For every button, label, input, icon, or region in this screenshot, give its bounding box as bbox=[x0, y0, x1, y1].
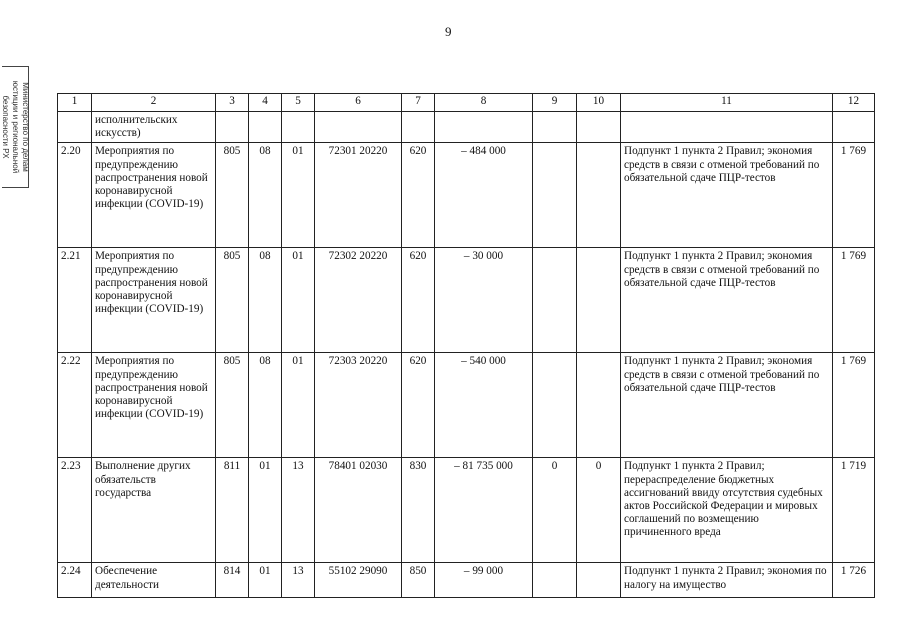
col-header-2: 2 bbox=[92, 94, 216, 112]
row-c11: Подпункт 1 пункта 2 Правил; экономия средств в связи с отменой требований по обязательной сдаче ПЦР-тестов bbox=[621, 248, 833, 353]
row-c10 bbox=[577, 353, 621, 458]
registration-stamp bbox=[2, 66, 29, 188]
col-header-1: 1 bbox=[58, 94, 92, 112]
table-row bbox=[58, 143, 875, 248]
table-row bbox=[58, 563, 875, 598]
col-header-9: 9 bbox=[533, 94, 577, 112]
row-c11: Подпункт 1 пункта 2 Правил; экономия средств в связи с отменой требований по обязательной сдаче ПЦР-тестов bbox=[621, 143, 833, 248]
col-header-11: 11 bbox=[621, 94, 833, 112]
row-c5: 01 bbox=[282, 353, 315, 458]
row-c7: 620 bbox=[402, 248, 435, 353]
row-c5: 01 bbox=[282, 248, 315, 353]
row-c10: 0 bbox=[577, 458, 621, 563]
row-name: Мероприятия по предупреждению распространения новой коронавирусной инфекции (COVID-19) bbox=[92, 353, 216, 458]
row-c12: 1 769 bbox=[833, 248, 875, 353]
row-c5: 13 bbox=[282, 563, 315, 598]
row-c4: 01 bbox=[249, 458, 282, 563]
table-row bbox=[58, 353, 875, 458]
row-c5: 01 bbox=[282, 143, 315, 248]
col-header-5: 5 bbox=[282, 94, 315, 112]
col-header-6: 6 bbox=[315, 94, 402, 112]
row-c8: – 540 000 bbox=[435, 353, 533, 458]
row-c8: – 99 000 bbox=[435, 563, 533, 598]
stamp-line-3: безопасности РХ bbox=[1, 95, 10, 159]
col-header-7: 7 bbox=[402, 94, 435, 112]
row-c6: 78401 02030 bbox=[315, 458, 402, 563]
row-c9: 0 bbox=[533, 458, 577, 563]
stamp-text bbox=[0, 81, 30, 173]
row-c4: 08 bbox=[249, 143, 282, 248]
row-c6: 55102 29090 bbox=[315, 563, 402, 598]
row-c6: 72302 20220 bbox=[315, 248, 402, 353]
table-row bbox=[58, 248, 875, 353]
row-c12: 1 726 bbox=[833, 563, 875, 598]
row-c11: Подпункт 1 пункта 2 Правил; перераспределение бюджетных ассигнований ввиду отсутствия судебных актов Российской Федерации и мировых соглашений по возмещению причиненного вреда bbox=[621, 458, 833, 563]
row-c3: 811 bbox=[216, 458, 249, 563]
row-c9 bbox=[533, 563, 577, 598]
row-c3: 814 bbox=[216, 563, 249, 598]
row-c4: 08 bbox=[249, 353, 282, 458]
row-c12: 1 769 bbox=[833, 353, 875, 458]
row-c10 bbox=[577, 248, 621, 353]
row-c10 bbox=[577, 143, 621, 248]
row-name: Обеспечение деятельности bbox=[92, 563, 216, 598]
row-c7: 850 bbox=[402, 563, 435, 598]
row-c5: 13 bbox=[282, 458, 315, 563]
row-number: 2.24 bbox=[58, 563, 92, 598]
row-c6: 72303 20220 bbox=[315, 353, 402, 458]
col-header-3: 3 bbox=[216, 94, 249, 112]
row-c8: – 30 000 bbox=[435, 248, 533, 353]
row-c8: – 484 000 bbox=[435, 143, 533, 248]
row-c7: 830 bbox=[402, 458, 435, 563]
table-row bbox=[58, 458, 875, 563]
row-c3: 805 bbox=[216, 248, 249, 353]
row-name: Мероприятия по предупреждению распространения новой коронавирусной инфекции (COVID-19) bbox=[92, 143, 216, 248]
row-c9 bbox=[533, 248, 577, 353]
row-number: 2.23 bbox=[58, 458, 92, 563]
col-header-10: 10 bbox=[577, 94, 621, 112]
continuation-row bbox=[58, 112, 875, 143]
col-header-4: 4 bbox=[249, 94, 282, 112]
continuation-text: исполнительских искусств) bbox=[92, 112, 216, 143]
row-c12: 1 769 bbox=[833, 143, 875, 248]
col-header-8: 8 bbox=[435, 94, 533, 112]
row-c3: 805 bbox=[216, 353, 249, 458]
row-c11: Подпункт 1 пункта 2 Правил; экономия по налогу на имущество bbox=[621, 563, 833, 598]
stamp-line-1: Министерство по делам bbox=[21, 82, 30, 172]
row-c3: 805 bbox=[216, 143, 249, 248]
row-number: 2.21 bbox=[58, 248, 92, 353]
row-c6: 72301 20220 bbox=[315, 143, 402, 248]
row-number: 2.20 bbox=[58, 143, 92, 248]
row-number: 2.22 bbox=[58, 353, 92, 458]
header-row bbox=[58, 94, 875, 112]
row-c4: 08 bbox=[249, 248, 282, 353]
row-c8: – 81 735 000 bbox=[435, 458, 533, 563]
row-name: Мероприятия по предупреждению распространения новой коронавирусной инфекции (COVID-19) bbox=[92, 248, 216, 353]
col-header-12: 12 bbox=[833, 94, 875, 112]
row-c9 bbox=[533, 143, 577, 248]
row-c7: 620 bbox=[402, 353, 435, 458]
row-name: Выполнение других обязательств государства bbox=[92, 458, 216, 563]
budget-table bbox=[57, 93, 875, 598]
page-number: 9 bbox=[445, 24, 452, 39]
row-c12: 1 719 bbox=[833, 458, 875, 563]
row-c10 bbox=[577, 563, 621, 598]
row-c11: Подпункт 1 пункта 2 Правил; экономия средств в связи с отменой требований по обязательной сдаче ПЦР-тестов bbox=[621, 353, 833, 458]
row-c4: 01 bbox=[249, 563, 282, 598]
row-c7: 620 bbox=[402, 143, 435, 248]
row-c9 bbox=[533, 353, 577, 458]
stamp-line-2: юстиции и региональной bbox=[11, 80, 20, 174]
